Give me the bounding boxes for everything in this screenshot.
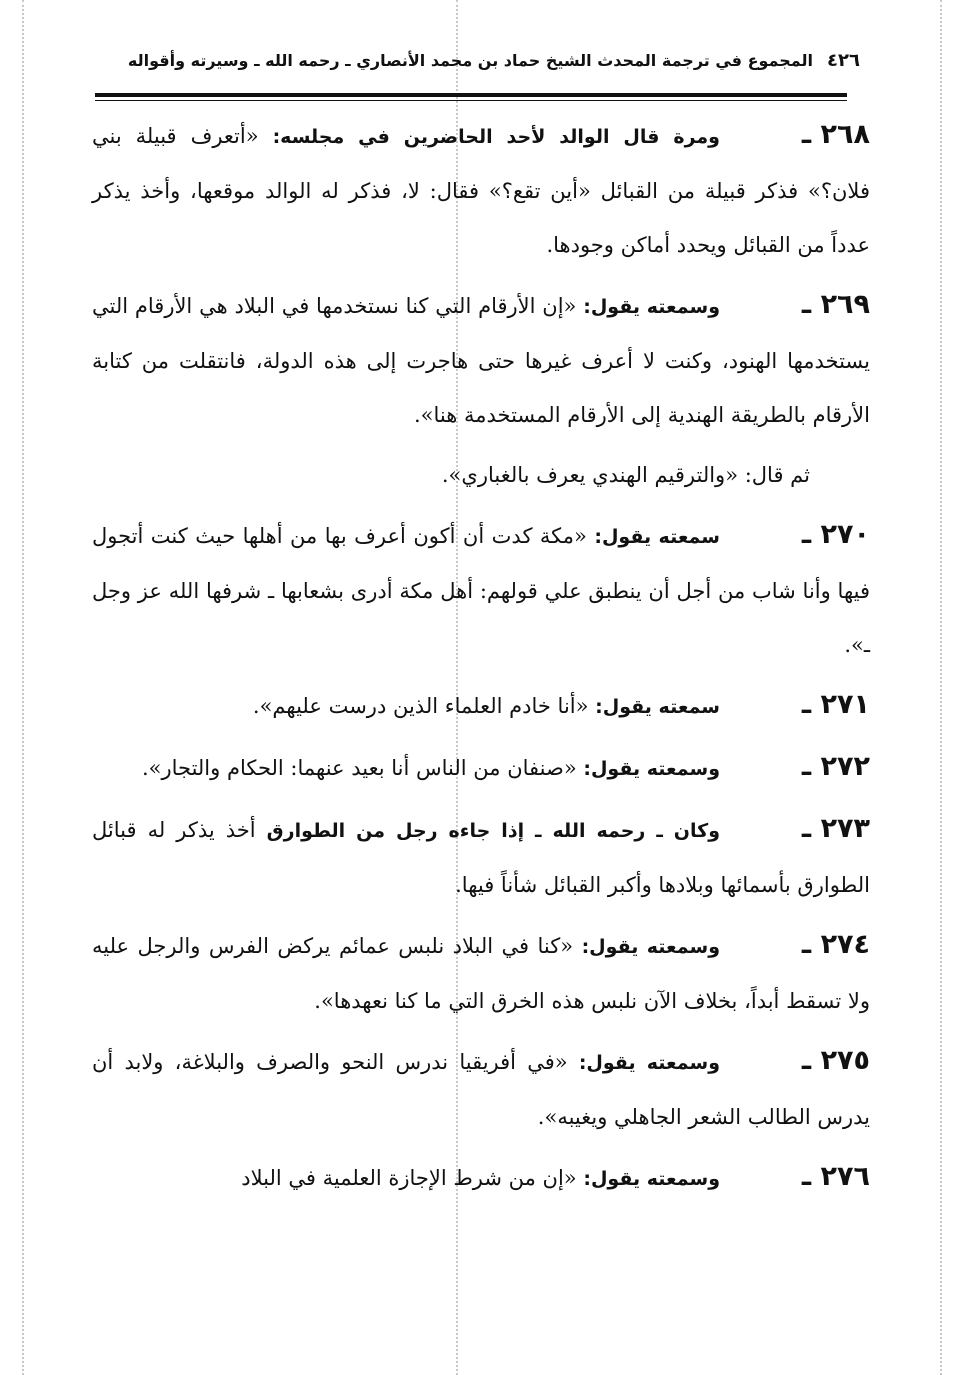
entry-lead: سمعته يقول: <box>595 696 720 718</box>
entry-lead: وسمعته يقول: <box>581 936 721 958</box>
entry-text: «إن من شرط الإجازة العلمية في البلاد <box>241 1166 584 1190</box>
entry-paragraph <box>92 1034 870 1144</box>
entry-text: «مكة كدت أن أكون أعرف بها من أهلها حيث كنت أتجول فيها وأنا شاب من أجل أن ينطبق علي قولهم: أهل مكة أدرى بشعابها ـ شرفها الله عز وجل ـ». <box>92 524 870 657</box>
entry-paragraph <box>92 108 870 272</box>
entry-paragraph <box>92 1150 870 1206</box>
entry-paragraph <box>92 508 870 672</box>
entry-lead: وسمعته يقول: <box>583 296 721 318</box>
entry-lead: وسمعته يقول: <box>578 1052 721 1074</box>
entry-number: ٢٧٠ ـ <box>801 519 870 550</box>
entry-paragraph <box>92 802 870 912</box>
entry-text: «أتعرف قبيلة بني فلان؟» فذكر قبيلة من القبائل «أين تقع؟» فقال: لا، فذكر له الوالد موقعها، وأخذ يذكر عدداً من القبائل ويحدد أماكن وجودها. <box>92 124 870 257</box>
entry-number: ٢٦٨ ـ <box>801 119 870 150</box>
entry-number: ٢٦٩ ـ <box>801 289 871 320</box>
header-rule-thin <box>95 100 847 101</box>
entry-text: «كنا في البلاد نلبس عمائم يركض الفرس والرجل عليه ولا تسقط أبداً، بخلاف الآن نلبس هذه الخرق التي ما كنا نعهدها». <box>92 934 870 1013</box>
entry-number: ٢٧٣ ـ <box>801 813 871 844</box>
entry-text: «صنفان من الناس أنا بعيد عنهما: الحكام والتجار». <box>141 756 584 780</box>
entry-lead: ومرة قال الوالد لأحد الحاضرين في مجلسه: <box>272 126 720 148</box>
header-rule-thick <box>95 93 847 97</box>
entry-number: ٢٧٦ ـ <box>801 1161 870 1192</box>
running-title: المجموع في ترجمة المحدث الشيخ حماد بن محمد الأنصاري ـ رحمه الله ـ وسيرته وأقواله <box>127 50 814 70</box>
entry-lead: سمعته يقول: <box>594 526 720 548</box>
entry-lead: وسمعته يقول: <box>583 758 720 780</box>
scan-dotted-line <box>940 0 942 1375</box>
entry-text: «في أفريقيا ندرس النحو والصرف والبلاغة، ولابد أن يدرس الطالب الشعر الجاهلي ويغيبه». <box>92 1050 870 1129</box>
entry-text: «أنا خادم العلماء الذين درست عليهم». <box>252 694 596 718</box>
entry-paragraph <box>92 678 870 734</box>
running-header <box>127 44 860 76</box>
entry-paragraph <box>92 740 870 796</box>
entry-text: ثم قال: «والترقيم الهندي يعرف بالغباري». <box>441 463 810 487</box>
entry-paragraph <box>92 918 870 1028</box>
continuation-paragraph <box>92 448 870 502</box>
page-body <box>92 108 870 1212</box>
entry-number: ٢٧٥ ـ <box>801 1045 871 1076</box>
entry-number: ٢٧٢ ـ <box>801 751 870 782</box>
entry-text: «إن الأرقام التي كنا نستخدمها في البلاد هي الأرقام التي يستخدمها الهنود، وكنت لا أعرف غيرها حتى هاجرت إلى هذه الدولة، فانتقلت من كتابة الأرقام بالطريقة الهندية إلى الأرقام المستخدمة هنا». <box>92 294 870 427</box>
scan-dotted-line <box>22 0 24 1375</box>
page-number: ٤٢٦ <box>827 49 860 71</box>
entry-number: ٢٧٤ ـ <box>801 929 871 960</box>
entry-text: أخذ يذكر له قبائل الطوارق بأسمائها وبلادها وأكبر القبائل شأناً فيها. <box>92 818 870 897</box>
entry-number: ٢٧١ ـ <box>801 689 870 720</box>
entry-lead: وسمعته يقول: <box>583 1168 720 1190</box>
entry-paragraph <box>92 278 870 442</box>
entry-lead: وكان ـ رحمه الله ـ إذا جاءه رجل من الطوارق <box>266 820 721 842</box>
